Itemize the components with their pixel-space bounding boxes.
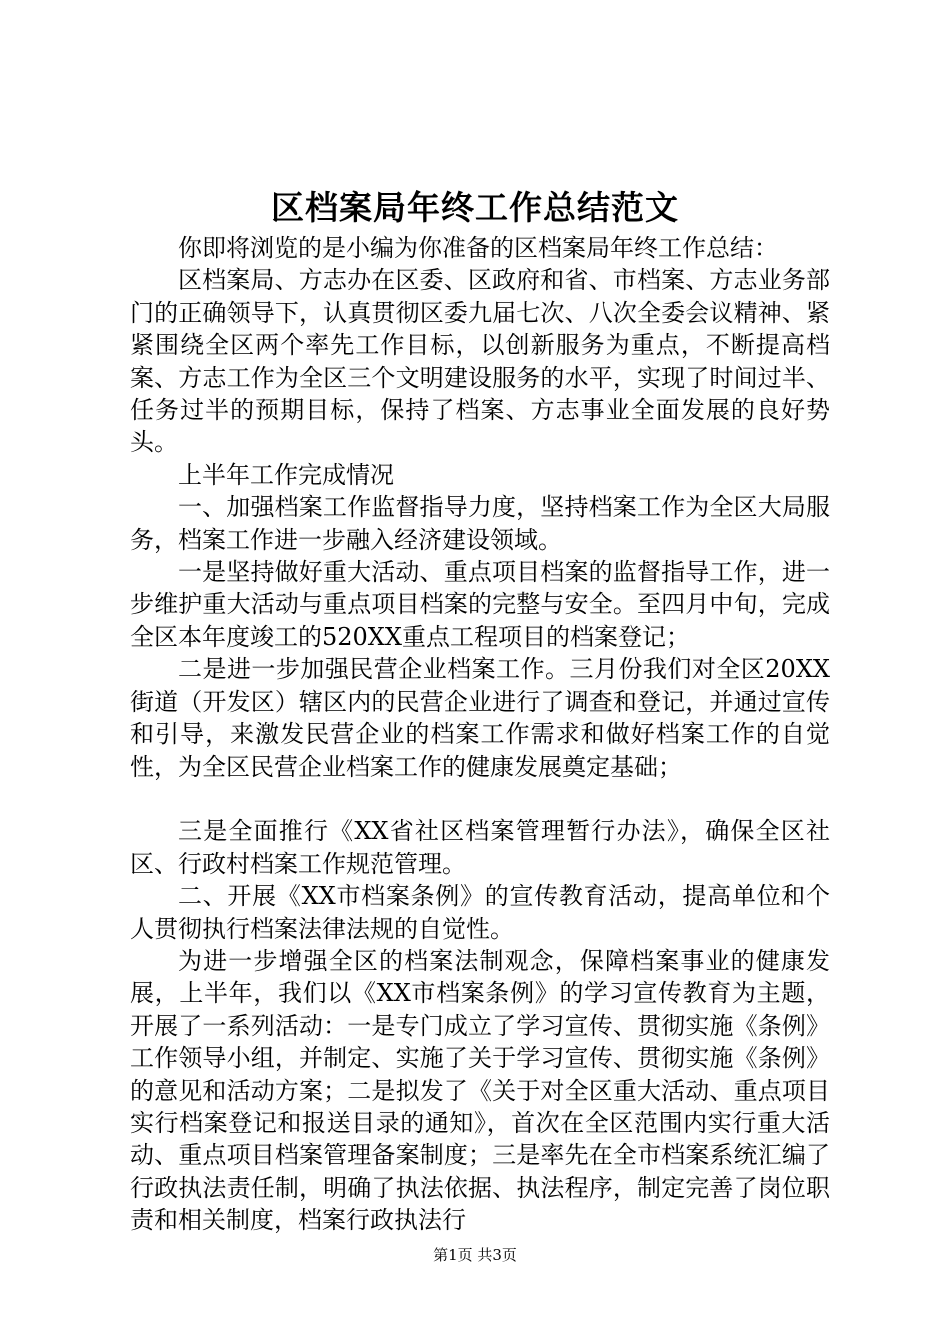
section-heading: 一、加强档案工作监督指导力度，坚持档案工作为全区大局服务，档案工作进一步融入经济建设领域。	[130, 493, 830, 554]
document-body	[130, 232, 830, 1237]
body-paragraph: 为进一步增强全区的档案法制观念，保障档案事业的健康发展，上半年，我们以《XX市档案条例》的学习宣传教育为主题，开展了一系列活动：一是专门成立了学习宣传、贯彻实施《条例》工作领导小组，并制定、实施了关于学习宣传、贯彻实施《条例》的意见和活动方案；二是拟发了《关于对全区重大活动、重点项目实行档案登记和报送目录的通知》，首次在全区范围内实行重大活动、重点项目档案管理备案制度；三是率先在全市档案系统汇编了行政执法责任制，明确了执法依据、执法程序，制定完善了岗位职责和相关制度，档案行政执法行	[130, 946, 830, 1235]
intro-paragraph: 你即将浏览的是小编为你准备的区档案局年终工作总结：	[178, 234, 778, 262]
body-paragraph: 区档案局、方志办在区委、区政府和省、市档案、方志业务部门的正确领导下，认真贯彻区委九届七次、八次全委会议精神、紧紧围绕全区两个率先工作目标，以创新服务为重点，不断提高档案、方志工作为全区三个文明建设服务的水平，实现了时间过半、任务过半的预期目标，保持了档案、方志事业全面发展的良好势头。	[130, 266, 830, 457]
page-number-footer: 第1页 共3页	[433, 1246, 517, 1264]
body-paragraph: 二是进一步加强民营企业档案工作。三月份我们对全区20XX街道（开发区）辖区内的民营企业进行了调查和登记，并通过宣传和引导，来激发民营企业的档案工作需求和做好档案工作的自觉性，为全区民营企业档案工作的健康发展奠定基础；	[130, 655, 830, 781]
section-heading: 二、开展《XX市档案条例》的宣传教育活动，提高单位和个人贯彻执行档案法律法规的自觉性。	[130, 882, 830, 943]
document-title: 区档案局年终工作总结范文	[271, 188, 679, 227]
body-paragraph: 一是坚持做好重大活动、重点项目档案的监督指导工作，进一步维护重大活动与重点项目档案的完整与安全。至四月中旬，完成全区本年度竣工的520XX重点工程项目的档案登记；	[130, 558, 830, 651]
body-paragraph: 三是全面推行《XX省社区档案管理暂行办法》，确保全区社区、行政村档案工作规范管理。	[130, 817, 830, 878]
section-heading: 上半年工作完成情况	[178, 460, 394, 489]
blank-line	[130, 783, 830, 815]
